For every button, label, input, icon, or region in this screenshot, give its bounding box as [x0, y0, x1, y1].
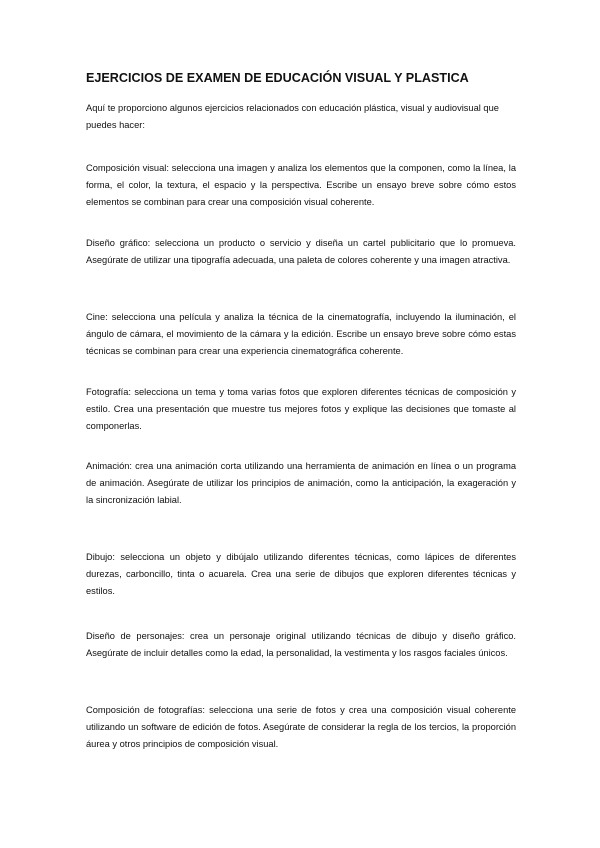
intro-paragraph: Aquí te proporciono algunos ejercicios relacionados con educación plástica, visual y audiovisual que puedes hacer:: [86, 103, 499, 131]
exercise-diseno-grafico: Diseño gráfico: selecciona un producto o servicio y diseña un cartel publicitario que lo promueva. Asegúrate de utilizar una tipografía adecuada, una paleta de colores coherente y una imagen atractiva.: [86, 238, 516, 266]
exercise-composicion-fotografias: Composición de fotografías: selecciona una serie de fotos y crea una composición visual coherente utilizando un software de edición de fotos. Asegúrate de considerar la regla de los tercios, la proporción áurea y otros principios de composición visual.: [86, 705, 516, 750]
exercise-cine: Cine: selecciona una película y analiza la técnica de la cinematografía, incluyendo la iluminación, el ángulo de cámara, el movimiento de la cámara y la edición. Escribe un ensayo breve sobre cómo estas técnicas se combinan para crear una experiencia cinematográfica coherente.: [86, 312, 516, 357]
exercise-diseno-personajes: Diseño de personajes: crea un personaje original utilizando técnicas de dibujo y diseño gráfico. Asegúrate de incluir detalles como la edad, la personalidad, la vestimenta y los rasgos faciales únicos.: [86, 631, 516, 659]
exercise-composicion-visual: Composición visual: selecciona una imagen y analiza los elementos que la componen, como la línea, la forma, el color, la textura, el espacio y la perspectiva. Escribe un ensayo breve sobre cómo estos elementos se combinan para crear una composición visual coherente.: [86, 163, 516, 208]
document-title: EJERCICIOS DE EXAMEN DE EDUCACIÓN VISUAL Y PLASTICA: [86, 71, 469, 85]
exercise-animacion: Animación: crea una animación corta utilizando una herramienta de animación en línea o un programa de animación. Asegúrate de utilizar los principios de animación, como la anticipación, la exageración y la sincronización labial.: [86, 461, 516, 506]
exercise-dibujo: Dibujo: selecciona un objeto y dibújalo utilizando diferentes técnicas, como lápices de diferentes durezas, carboncillo, tinta o acuarela. Crea una serie de dibujos que exploren diferentes técnicas y estilos.: [86, 552, 516, 597]
exercise-fotografia: Fotografía: selecciona un tema y toma varias fotos que exploren diferentes técnicas de composición y estilo. Crea una presentación que muestre tus mejores fotos y explique las decisiones que tomaste al componerlas.: [86, 387, 516, 432]
